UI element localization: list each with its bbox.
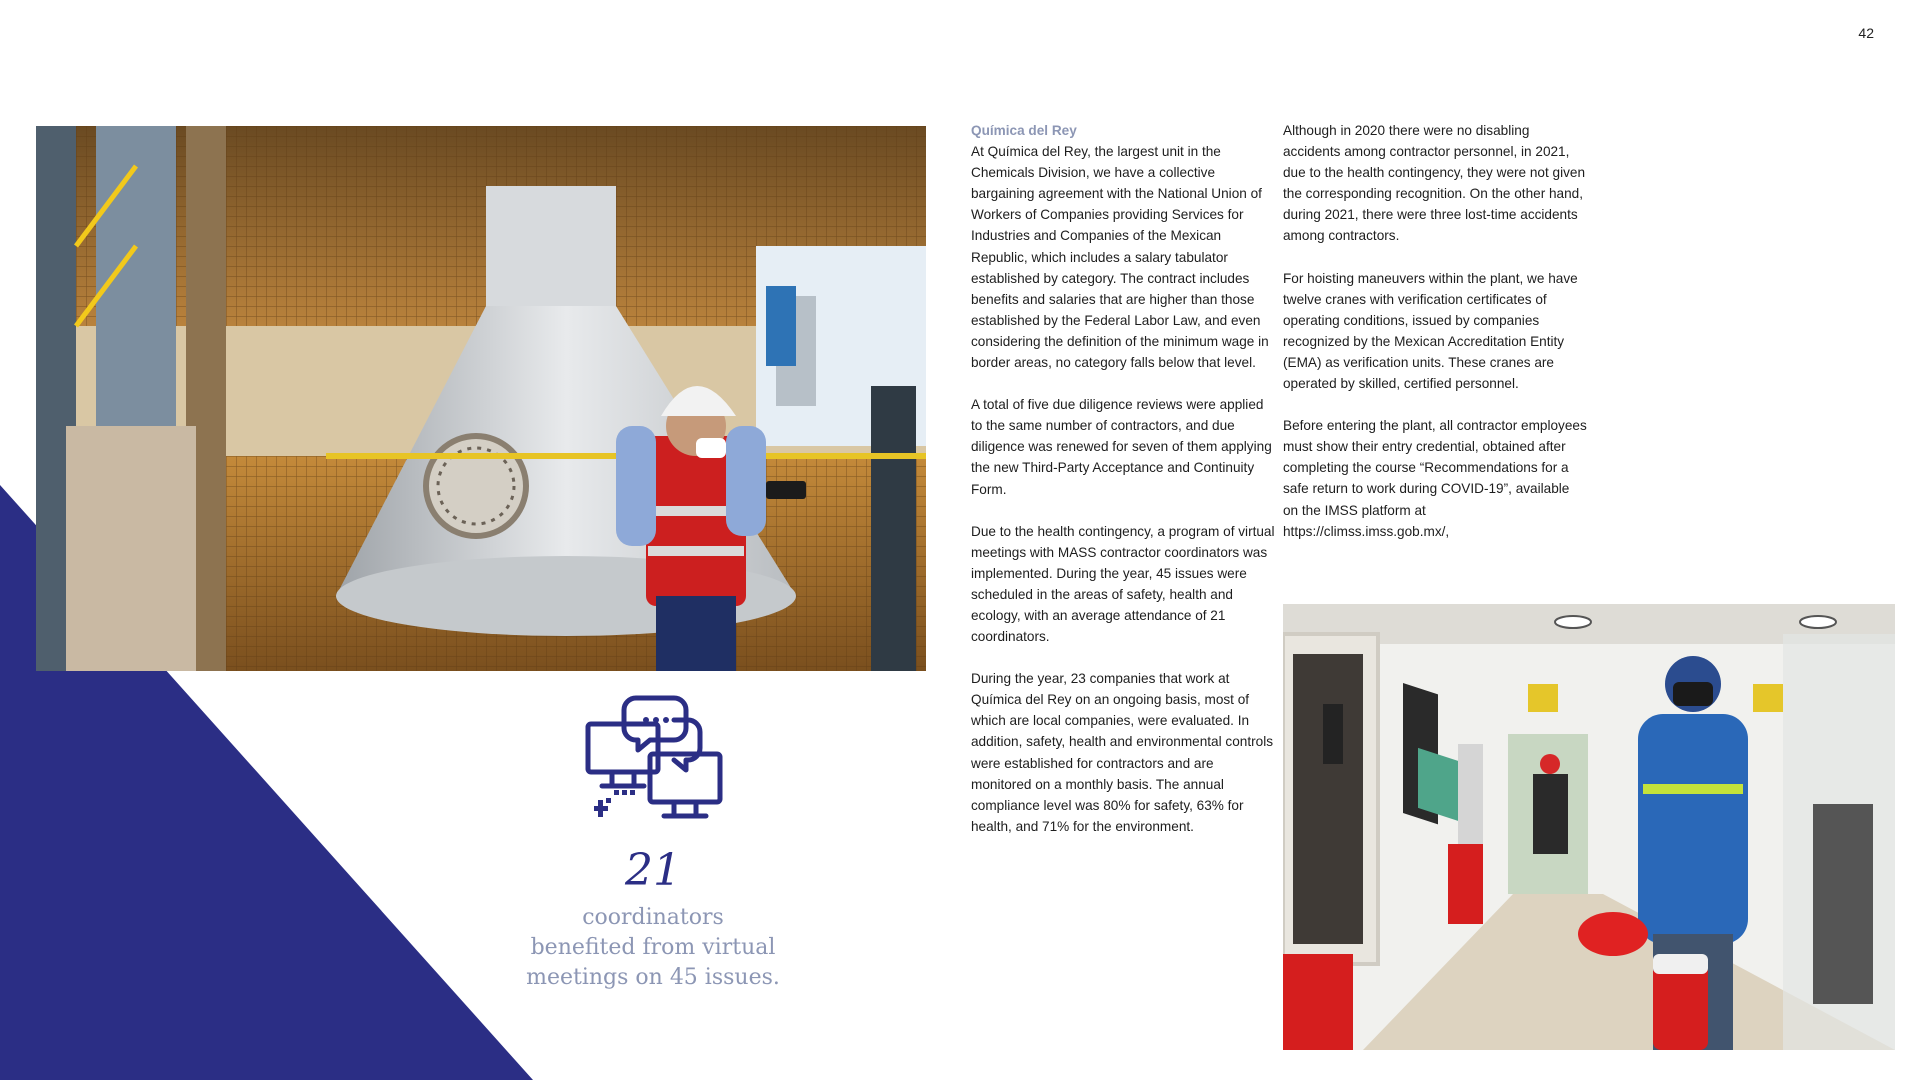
- page-number: 42: [1858, 25, 1874, 41]
- paragraph: Before entering the plant, all contractor employees must show their entry credential, obtained after completing the course “Recommendations for a safe return to work during COVID-19”, available on the IMSS platform at https://climss.imss.gob.mx/,: [1283, 418, 1587, 539]
- paragraph: At Química del Rey, the largest unit in the Chemicals Division, we have a collective bargaining agreement with the National Union of Workers of Companies providing Services for Industries and Companies of the Mexican Republic, which includes a salary tabulator established by category. The contract includes benefits and salaries that are higher than those established by the Federal Labor Law, and even considering the definition of the minimum wage in border areas, no category falls below that level.: [971, 144, 1269, 371]
- paragraph: Due to the health contingency, a program of virtual meetings with MASS contractor coordinators was implemented. During the year, 45 issues were scheduled in the areas of safety, health and ecology, with an average attendance of 21 coordinators.: [971, 523, 1275, 645]
- stat-number: 21: [625, 845, 681, 896]
- stat-caption-line: meetings on 45 issues.: [526, 965, 780, 990]
- section-title: Química del Rey: [971, 123, 1077, 138]
- paragraph: For hoisting maneuvers within the plant, we have twelve cranes with verification certificates of operating conditions, issued by companies recognized by the Mexican Accreditation Entity (EMA) as verification units. These cranes are operated by skilled, certified personnel.: [1283, 270, 1578, 392]
- paragraph: Although in 2020 there were no disabling accidents among contractor personnel, in 2021, due to the health contingency, they were not given the corresponding recognition. On the other hand, during 2021, there were three lost-time accidents among contractors.: [1283, 123, 1586, 244]
- paragraph: During the year, 23 companies that work at Química del Rey on an ongoing basis, most of which are local companies, were evaluated. In addition, safety, health and environmental controls were established for contractors and are monitored on a monthly basis. The annual compliance level was 80% for safety, 63% for health, and 71% for the environment.: [971, 671, 1274, 834]
- stat-caption-line: coordinators: [582, 905, 724, 930]
- text-column-left: [971, 120, 1276, 858]
- entrance-worker-photo: [1283, 604, 1895, 1050]
- plant-worker-photo: [36, 126, 926, 671]
- text-column-right: [1283, 120, 1588, 563]
- stat-caption-line: benefited from virtual: [530, 935, 776, 960]
- computer-chat-icon: [584, 694, 724, 824]
- paragraph: A total of five due diligence reviews were applied to the same number of contractors, and due diligence was renewed for seven of them applying the new Third-Party Acceptance and Continuity Form.: [971, 397, 1272, 497]
- stat-caption: [503, 903, 803, 993]
